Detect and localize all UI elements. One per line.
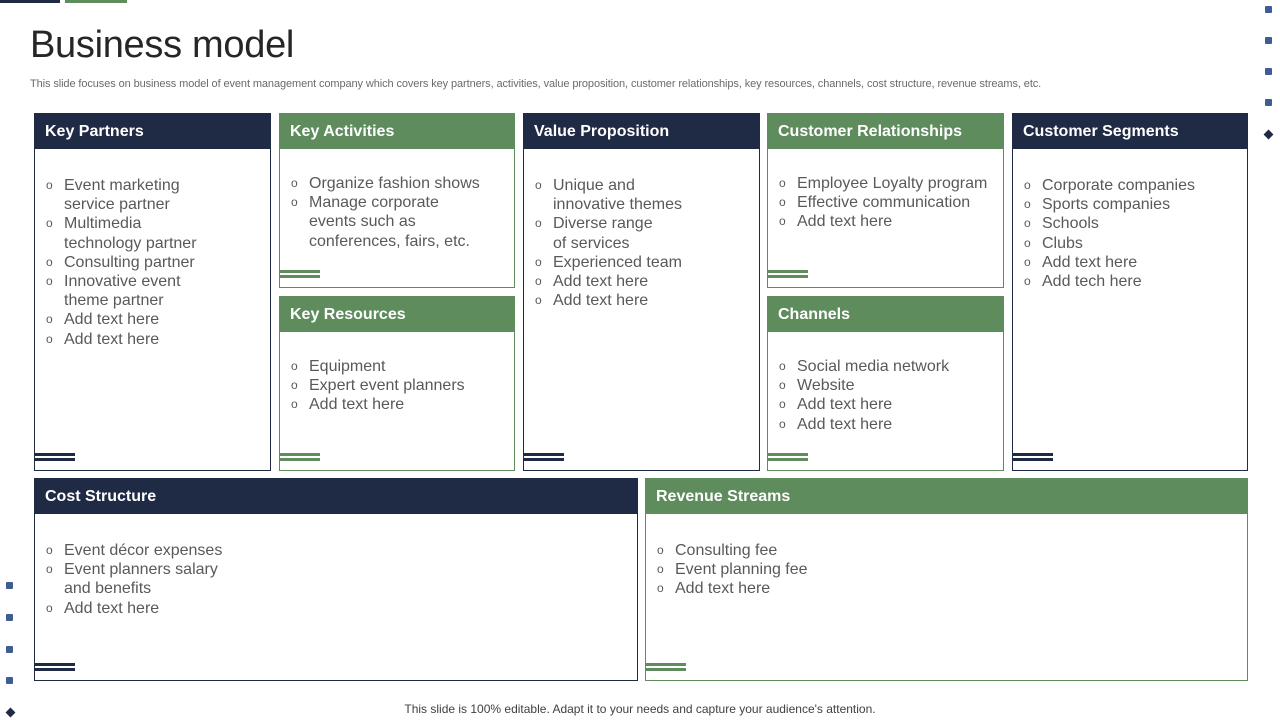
list-item-text: Experienced team (553, 253, 682, 271)
key-resources-heading: Key Resources (280, 297, 514, 332)
list-item-text: Add text here (309, 396, 405, 414)
corner-mark (280, 453, 320, 461)
hollow-circle-bullet-icon: o (657, 562, 664, 577)
list-item (1024, 234, 1195, 253)
list-item (1024, 195, 1195, 214)
decorative-dot (1265, 37, 1272, 44)
list-item-text: Add text here (64, 311, 160, 329)
hollow-circle-bullet-icon: o (1024, 216, 1031, 231)
list-item (46, 560, 222, 598)
list-item-text: Add text here (1042, 253, 1138, 271)
hollow-circle-bullet-icon: o (46, 562, 53, 577)
list-item-text: Add tech here (1042, 273, 1142, 291)
hollow-circle-bullet-icon: o (46, 274, 53, 289)
cost-structure-block (34, 478, 638, 681)
list-item (1024, 214, 1195, 233)
list-item-text: Unique and innovative themes (553, 177, 682, 214)
list-item-text: Event marketing service partner (64, 177, 180, 214)
corner-mark (646, 663, 686, 671)
corner-mark (768, 453, 808, 461)
hollow-circle-bullet-icon: o (46, 543, 53, 557)
list-item (657, 560, 808, 579)
hollow-circle-bullet-icon: o (535, 254, 542, 269)
list-item-text: Corporate companies (1042, 177, 1195, 194)
list-item-text: Diverse range of services (553, 215, 653, 252)
key-resources-list (291, 357, 465, 415)
revenue-streams-block (645, 478, 1248, 681)
hollow-circle-bullet-icon: o (46, 216, 53, 231)
list-item-text: Multimedia technology partner (64, 215, 197, 252)
list-item (779, 193, 987, 212)
list-item-text: Event planning fee (675, 561, 808, 579)
key-partners-list (46, 176, 197, 349)
list-item-text: Innovative event theme partner (64, 273, 181, 310)
cost-structure-heading: Cost Structure (35, 479, 637, 514)
list-item-text: Event planners salary and benefits (64, 561, 218, 598)
hollow-circle-bullet-icon: o (657, 543, 664, 557)
decorative-diamond (1264, 130, 1274, 140)
list-item (779, 415, 949, 434)
list-item-text: Add text here (797, 396, 893, 414)
channels-list (779, 357, 949, 434)
list-item-text: Add text here (64, 330, 160, 348)
customer-segments-list (1024, 176, 1195, 291)
list-item-text: Consulting fee (675, 542, 778, 559)
list-item-text: Expert event planners (309, 377, 465, 395)
list-item (46, 310, 197, 329)
top-accent-bar-green (65, 0, 127, 3)
list-item-text: Add text here (553, 273, 649, 291)
hollow-circle-bullet-icon: o (535, 178, 542, 192)
corner-mark (35, 453, 75, 461)
corner-mark (280, 270, 320, 278)
key-activities-list (291, 174, 480, 251)
customer-relationships-block (767, 113, 1004, 288)
key-activities-heading: Key Activities (280, 114, 514, 149)
hollow-circle-bullet-icon: o (1024, 235, 1031, 250)
hollow-circle-bullet-icon: o (535, 274, 542, 289)
list-item-text: Social media network (797, 358, 950, 375)
list-item (291, 193, 480, 251)
value-proposition-heading: Value Proposition (524, 114, 759, 149)
hollow-circle-bullet-icon: o (1024, 254, 1031, 269)
list-item-text: Sports companies (1042, 196, 1171, 214)
hollow-circle-bullet-icon: o (46, 600, 53, 615)
list-item (46, 599, 222, 618)
list-item-text: Event décor expenses (64, 542, 223, 559)
list-item (46, 253, 197, 272)
list-item-text: Add text here (64, 599, 160, 617)
list-item-text: Manage corporate events such as conferences, fairs, etc. (309, 194, 470, 250)
key-resources-block (279, 296, 515, 471)
value-proposition-block (523, 113, 760, 471)
decorative-dot (6, 646, 13, 653)
list-item (535, 176, 682, 214)
hollow-circle-bullet-icon: o (1024, 197, 1031, 212)
list-item (535, 214, 682, 252)
hollow-circle-bullet-icon: o (779, 214, 786, 229)
list-item (657, 579, 808, 598)
hollow-circle-bullet-icon: o (657, 581, 664, 596)
hollow-circle-bullet-icon: o (46, 254, 53, 269)
hollow-circle-bullet-icon: o (291, 176, 298, 190)
slide-footer: This slide is 100% editable. Adapt it to your needs and capture your audience's attention. (404, 702, 876, 716)
list-item (291, 357, 465, 376)
hollow-circle-bullet-icon: o (291, 397, 298, 412)
list-item (46, 214, 197, 252)
decorative-dot (6, 614, 13, 621)
hollow-circle-bullet-icon: o (1024, 274, 1031, 289)
hollow-circle-bullet-icon: o (46, 331, 53, 346)
hollow-circle-bullet-icon: o (291, 359, 298, 373)
corner-mark (35, 663, 75, 671)
hollow-circle-bullet-icon: o (779, 176, 786, 190)
list-item-text: Add text here (553, 292, 649, 310)
hollow-circle-bullet-icon: o (779, 378, 786, 393)
hollow-circle-bullet-icon: o (779, 195, 786, 210)
list-item (779, 174, 987, 193)
hollow-circle-bullet-icon: o (779, 416, 786, 431)
decorative-dot (1265, 99, 1272, 106)
hollow-circle-bullet-icon: o (291, 195, 298, 210)
hollow-circle-bullet-icon: o (779, 359, 786, 373)
list-item-text: Employee Loyalty program (797, 175, 988, 192)
list-item (779, 376, 949, 395)
list-item (46, 330, 197, 349)
cost-structure-list (46, 541, 222, 618)
list-item (535, 291, 682, 310)
decorative-dot (1265, 68, 1272, 75)
list-item (779, 357, 949, 376)
hollow-circle-bullet-icon: o (46, 178, 53, 192)
list-item-text: Effective communication (797, 194, 971, 212)
revenue-streams-list (657, 541, 808, 599)
corner-mark (1013, 453, 1053, 461)
decorative-dot (6, 677, 13, 684)
customer-segments-heading: Customer Segments (1013, 114, 1247, 149)
list-item (46, 176, 197, 214)
list-item (1024, 272, 1195, 291)
hollow-circle-bullet-icon: o (1024, 178, 1031, 192)
decorative-dot (1265, 6, 1272, 13)
list-item-text: Add text here (797, 415, 893, 433)
key-partners-block (34, 113, 271, 471)
list-item-text: Add text here (675, 580, 771, 598)
list-item (779, 212, 987, 231)
list-item (291, 376, 465, 395)
customer-relationships-list (779, 174, 987, 232)
slide-subtitle: This slide focuses on business model of event management company which covers key partners, activities, value proposition, customer relationships, key resources, channels, cost structure, revenue streams, etc. (30, 78, 1042, 90)
list-item (46, 272, 197, 310)
customer-relationships-heading: Customer Relationships (768, 114, 1003, 149)
slide-title: Business model (30, 24, 295, 66)
list-item-text: Organize fashion shows (309, 175, 480, 192)
list-item (291, 395, 465, 414)
list-item (1024, 253, 1195, 272)
key-partners-heading: Key Partners (35, 114, 270, 149)
channels-heading: Channels (768, 297, 1003, 332)
list-item-text: Consulting partner (64, 253, 195, 271)
list-item-text: Clubs (1042, 234, 1083, 252)
value-proposition-list (535, 176, 682, 310)
list-item-text: Schools (1042, 215, 1099, 233)
list-item-text: Website (797, 377, 855, 395)
list-item (291, 174, 480, 193)
top-accent-bar-navy (0, 0, 60, 3)
corner-mark (768, 270, 808, 278)
key-activities-block (279, 113, 515, 288)
list-item (657, 541, 808, 560)
decorative-dot (6, 582, 13, 589)
list-item (779, 395, 949, 414)
hollow-circle-bullet-icon: o (779, 397, 786, 412)
revenue-streams-heading: Revenue Streams (646, 479, 1247, 514)
hollow-circle-bullet-icon: o (291, 378, 298, 393)
corner-mark (524, 453, 564, 461)
list-item-text: Add text here (797, 213, 893, 231)
channels-block (767, 296, 1004, 471)
list-item (535, 253, 682, 272)
list-item (535, 272, 682, 291)
hollow-circle-bullet-icon: o (535, 293, 542, 308)
list-item (1024, 176, 1195, 195)
customer-segments-block (1012, 113, 1248, 471)
list-item (46, 541, 222, 560)
hollow-circle-bullet-icon: o (46, 312, 53, 327)
hollow-circle-bullet-icon: o (535, 216, 542, 231)
list-item-text: Equipment (309, 358, 386, 375)
